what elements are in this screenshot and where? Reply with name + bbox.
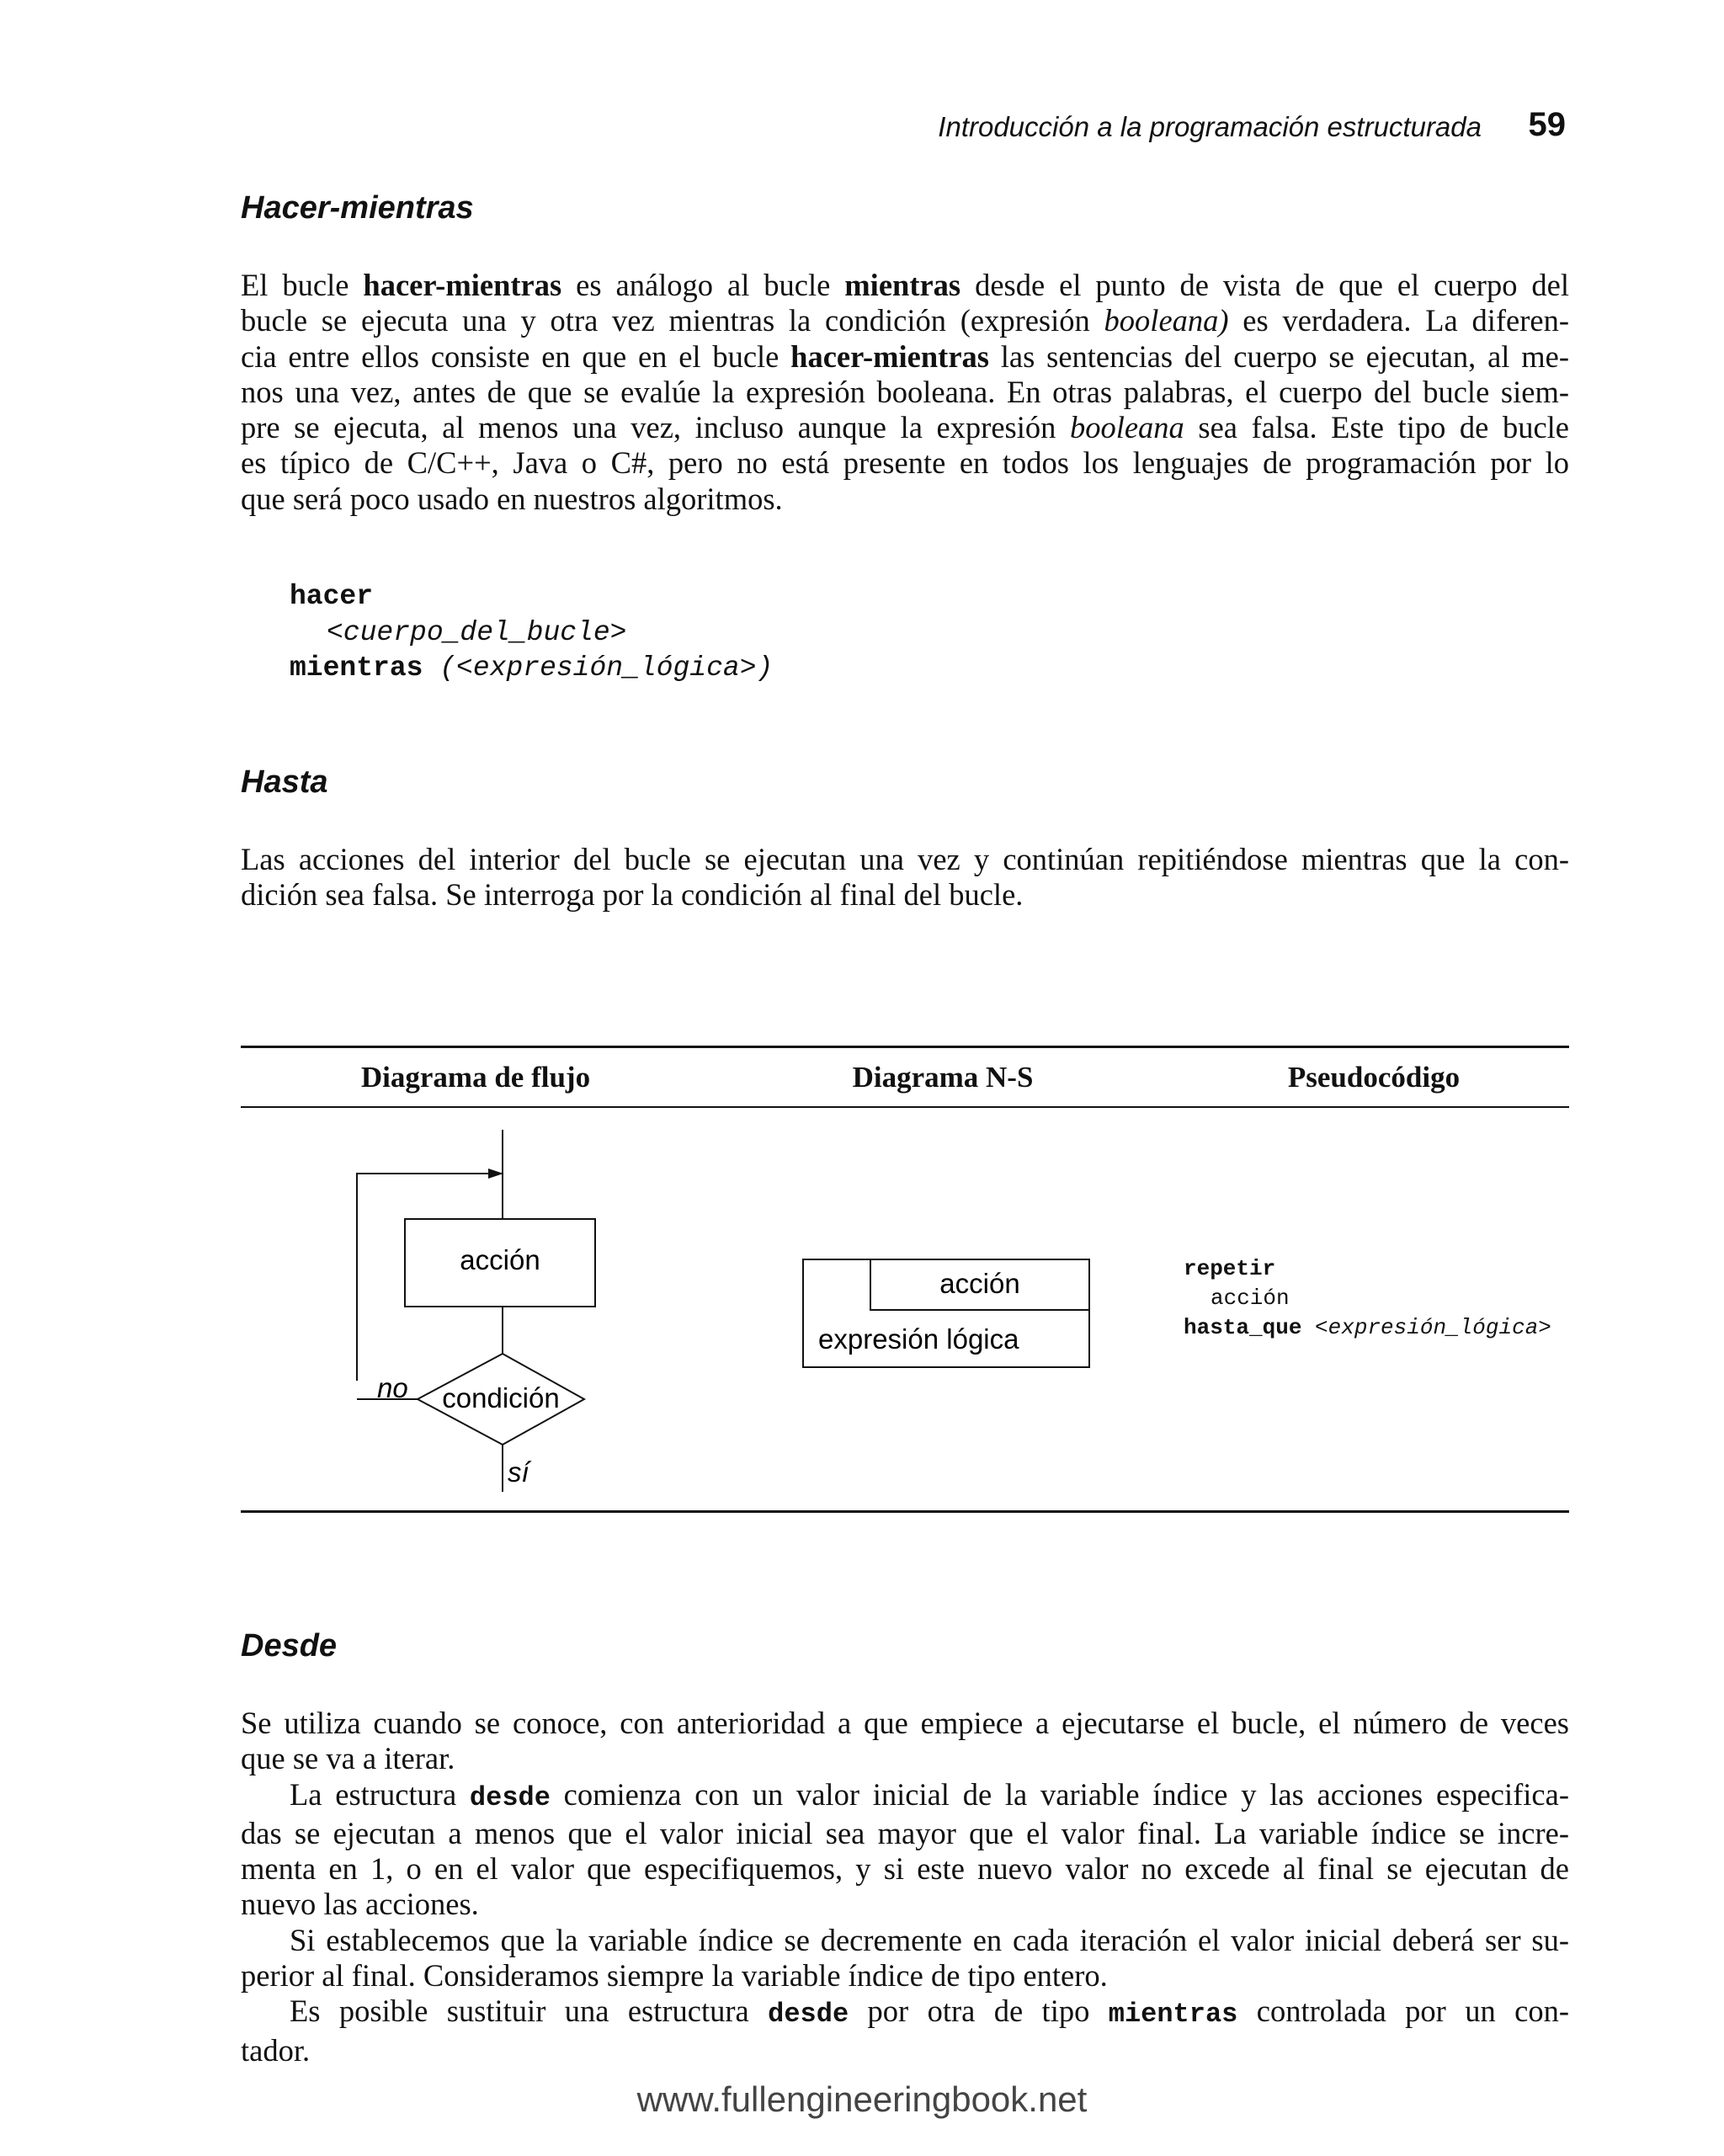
column-header-pseudo: Pseudocódigo bbox=[1287, 1061, 1461, 1094]
text-line: pre se ejecuta, al menos una vez, incluso aunque la expresión booleana sea falsa. Este tipo de bucle bbox=[241, 410, 1569, 445]
flow-action-label: acción bbox=[460, 1244, 540, 1275]
column-header-flow: Diagrama de flujo bbox=[360, 1061, 591, 1094]
bold-term: hacer-mientras bbox=[790, 338, 989, 374]
figure-bottom-rule bbox=[241, 1510, 1569, 1513]
running-title: Introducción a la programación estructurada bbox=[938, 111, 1482, 142]
bold-term: mientras bbox=[844, 268, 961, 302]
text-line: Es posible sustituir una estructura desde por otra de tipo mientras controlada por un con- bbox=[290, 1994, 1569, 2031]
text-line: es típico de C/C++, Java o C#, pero no está presente en todos los lenguajes de programación por lo bbox=[241, 445, 1569, 481]
text-line: das se ejecutan a menos que el valor inicial sea mayor que el valor final. La variable índice se incre- bbox=[241, 1815, 1569, 1850]
pseudo-action: acción bbox=[1211, 1286, 1290, 1311]
pseudo-expression: <expresión_lógica> bbox=[1315, 1315, 1551, 1340]
ns-action-label: acción bbox=[939, 1268, 1020, 1299]
flowchart bbox=[357, 1130, 595, 1492]
footer-url: www.fullengineeringbook.net bbox=[636, 2079, 1088, 2119]
heading-desde: Desde bbox=[241, 1628, 338, 1664]
page-number: 59 bbox=[1528, 106, 1566, 143]
flow-loop-back-arrow bbox=[357, 1174, 503, 1381]
text-line: dición sea falsa. Se interroga por la condición al final del bucle. bbox=[241, 877, 1024, 913]
pseudo-keyword-hasta-que: hasta_que bbox=[1184, 1315, 1302, 1340]
code-keyword: desde bbox=[469, 1781, 551, 1813]
italic-term: booleana) bbox=[1104, 303, 1229, 338]
code-keyword: desde bbox=[768, 1999, 849, 2031]
paragraph bbox=[241, 1923, 1569, 1994]
text-line: Se utiliza cuando se conoce, con anterioridad a que empiece a ejecutarse el bucle, el número de veces bbox=[241, 1706, 1569, 1740]
text-line: tador. bbox=[241, 2032, 311, 2068]
bold-term: hacer-mientras bbox=[363, 268, 562, 302]
italic-term: booleana bbox=[1069, 410, 1184, 445]
text-line: que será poco usado en nuestros algoritmos. bbox=[241, 481, 783, 516]
paragraph bbox=[241, 1706, 1569, 1777]
flow-yes-label: sí bbox=[508, 1456, 529, 1488]
column-header-ns: Diagrama N-S bbox=[852, 1061, 1034, 1094]
flow-condition-label: condición bbox=[442, 1382, 560, 1413]
code-expression: (<expresión_lógica>) bbox=[439, 652, 774, 684]
text-line: que se va a iterar. bbox=[241, 1741, 455, 1776]
paragraph bbox=[241, 1777, 1569, 1923]
text-line: nos una vez, antes de que se evalúe la expresión booleana. En otras palabras, el cuerpo del bucle siem- bbox=[241, 374, 1569, 409]
code-body: <cuerpo_del_bucle> bbox=[327, 616, 627, 648]
text-line: Si establecemos que la variable índice se decremente en cada iteración el valor inicial deberá ser su- bbox=[290, 1922, 1569, 1957]
text-line: cia entre ellos consiste en que en el bucle hacer-mientras las sentencias del cuerpo se ejecutan, al me- bbox=[241, 338, 1569, 374]
text-line: menta en 1, o en el valor que especifiquemos, y si este nuevo valor no excede al final se ejecutan de bbox=[241, 1851, 1569, 1887]
code-keyword-mientras: mientras bbox=[290, 652, 423, 684]
paragraphs-desde bbox=[241, 1706, 1569, 2068]
paragraph bbox=[241, 1994, 1569, 2068]
flow-no-label: no bbox=[377, 1372, 408, 1403]
text-line: perior al final. Consideramos siempre la variable índice de tipo entero. bbox=[241, 1958, 1108, 1994]
text-line: bucle se ejecuta una y otra vez mientras la condición (expresión booleana) es verdadera. La diferen- bbox=[241, 303, 1569, 338]
pseudo-keyword-repetir: repetir bbox=[1184, 1256, 1276, 1281]
text-line: El bucle hacer-mientras es análogo al bucle mientras desde el punto de vista de que el cuerpo del bbox=[241, 268, 1569, 302]
text-line: Las acciones del interior del bucle se ejecutan una vez y continúan repitiéndose mientras que la con- bbox=[241, 842, 1569, 876]
code-keyword: mientras bbox=[1108, 1999, 1238, 2031]
pseudo-condition-line bbox=[1184, 1313, 1551, 1343]
heading-hacer-mientras: Hacer-mientras bbox=[241, 190, 474, 226]
heading-hasta: Hasta bbox=[241, 764, 328, 800]
ns-expression-label: expresión lógica bbox=[818, 1323, 1019, 1355]
pseudocode-repetir bbox=[1184, 1254, 1551, 1343]
code-keyword-hacer: hacer bbox=[290, 581, 374, 612]
text-line: La estructura desde comienza con un valor inicial de la variable índice y las acciones especifica- bbox=[290, 1776, 1569, 1813]
text-line: nuevo las acciones. bbox=[241, 1887, 479, 1922]
